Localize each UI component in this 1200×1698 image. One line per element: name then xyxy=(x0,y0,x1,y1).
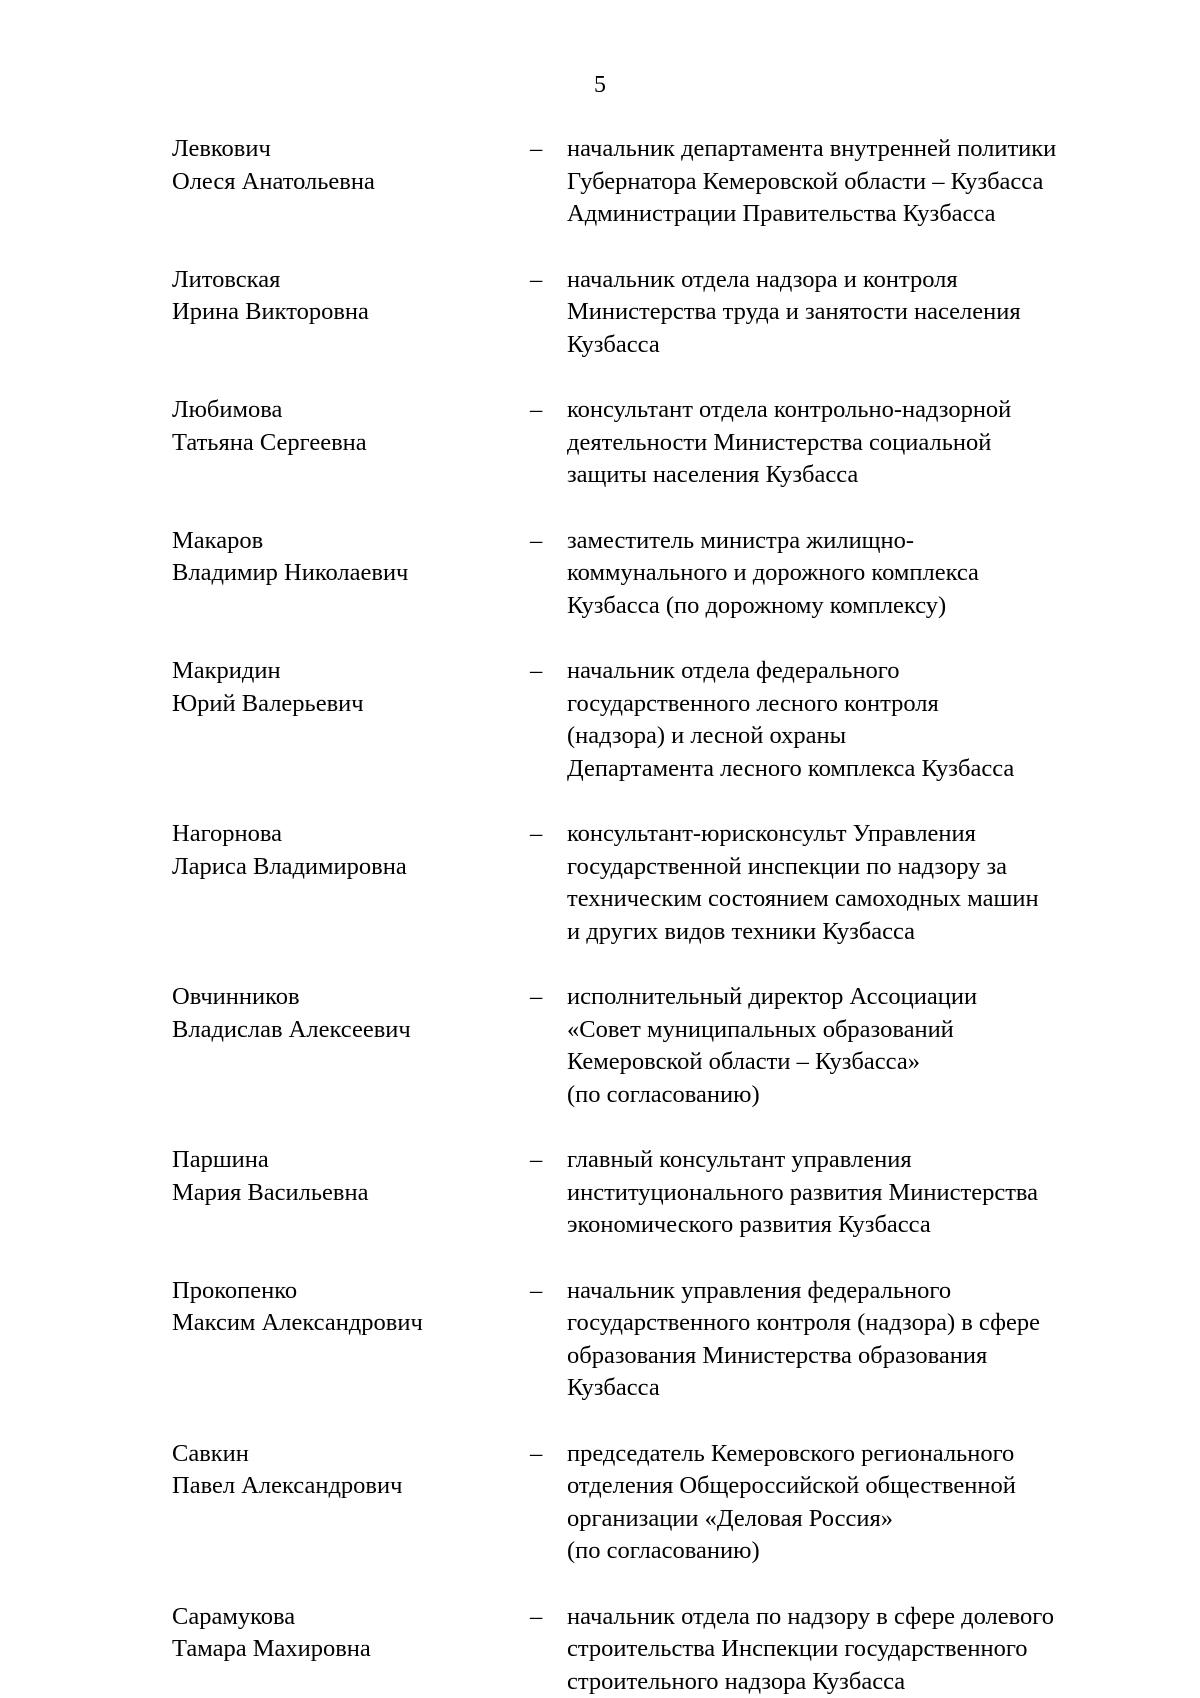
member-name xyxy=(172,1144,502,1209)
member-given-name: Юрий Валерьевич xyxy=(172,688,502,721)
position-line: Кузбасса xyxy=(567,329,1137,362)
separator-dash: – xyxy=(530,1438,542,1471)
position-line: коммунального и дорожного комплекса xyxy=(567,557,1137,590)
member-name xyxy=(172,264,502,329)
member-position xyxy=(567,818,1137,948)
list-item xyxy=(0,1601,1200,1698)
position-line: (по согласованию) xyxy=(567,1535,1137,1568)
member-surname: Макридин xyxy=(172,655,502,688)
member-surname: Овчинников xyxy=(172,981,502,1014)
separator-dash: – xyxy=(530,525,542,558)
member-name xyxy=(172,394,502,459)
member-name xyxy=(172,525,502,590)
position-line: Губернатора Кемеровской области – Кузбасса xyxy=(567,166,1137,199)
member-surname: Савкин xyxy=(172,1438,502,1471)
position-line: председатель Кемеровского регионального xyxy=(567,1438,1137,1471)
member-given-name: Лариса Владимировна xyxy=(172,851,502,884)
separator-dash: – xyxy=(530,264,542,297)
member-position xyxy=(567,1144,1137,1242)
position-line: (по согласованию) xyxy=(567,1079,1137,1112)
member-given-name: Олеся Анатольевна xyxy=(172,166,502,199)
member-position xyxy=(567,264,1137,362)
member-surname: Макаров xyxy=(172,525,502,558)
position-line: начальник отдела федерального xyxy=(567,655,1137,688)
position-line: начальник отдела по надзору в сфере долевого xyxy=(567,1601,1137,1634)
member-surname: Любимова xyxy=(172,394,502,427)
position-line: главный консультант управления xyxy=(567,1144,1137,1177)
position-line: строительного надзора Кузбасса xyxy=(567,1666,1137,1698)
position-line: Кемеровской области – Кузбасса» xyxy=(567,1046,1137,1079)
position-line: образования Министерства образования xyxy=(567,1340,1137,1373)
position-line: техническим состоянием самоходных машин xyxy=(567,883,1137,916)
position-line: деятельности Министерства социальной xyxy=(567,427,1137,460)
separator-dash: – xyxy=(530,1144,542,1177)
member-position xyxy=(567,525,1137,623)
member-surname: Нагорнова xyxy=(172,818,502,851)
separator-dash: – xyxy=(530,1275,542,1308)
position-line: и других видов техники Кузбасса xyxy=(567,916,1137,949)
member-name xyxy=(172,133,502,198)
separator-dash: – xyxy=(530,818,542,851)
list-item xyxy=(0,818,1200,948)
member-position xyxy=(567,394,1137,492)
member-name xyxy=(172,818,502,883)
position-line: начальник отдела надзора и контроля xyxy=(567,264,1137,297)
member-surname: Левкович xyxy=(172,133,502,166)
member-position xyxy=(567,981,1137,1111)
list-item xyxy=(0,655,1200,785)
position-line: заместитель министра жилищно- xyxy=(567,525,1137,558)
member-surname: Прокопенко xyxy=(172,1275,502,1308)
position-line: государственного контроля (надзора) в сфере xyxy=(567,1307,1137,1340)
member-given-name: Татьяна Сергеевна xyxy=(172,427,502,460)
position-line: (надзора) и лесной охраны xyxy=(567,720,1137,753)
separator-dash: – xyxy=(530,1601,542,1634)
position-line: экономического развития Кузбасса xyxy=(567,1209,1137,1242)
page-number: 5 xyxy=(0,70,1200,100)
member-name xyxy=(172,1438,502,1503)
position-line: Кузбасса xyxy=(567,1372,1137,1405)
member-given-name: Тамара Махировна xyxy=(172,1633,502,1666)
member-position xyxy=(567,655,1137,785)
member-surname: Паршина xyxy=(172,1144,502,1177)
separator-dash: – xyxy=(530,133,542,166)
position-line: консультант отдела контрольно-надзорной xyxy=(567,394,1137,427)
position-line: исполнительный директор Ассоциации xyxy=(567,981,1137,1014)
member-given-name: Максим Александрович xyxy=(172,1307,502,1340)
list-item xyxy=(0,981,1200,1111)
member-given-name: Павел Александрович xyxy=(172,1470,502,1503)
list-item xyxy=(0,1275,1200,1405)
position-line: Кузбасса (по дорожному комплексу) xyxy=(567,590,1137,623)
member-position xyxy=(567,1275,1137,1405)
member-name xyxy=(172,1275,502,1340)
separator-dash: – xyxy=(530,981,542,1014)
member-position xyxy=(567,1438,1137,1568)
position-line: государственной инспекции по надзору за xyxy=(567,851,1137,884)
position-line: Министерства труда и занятости населения xyxy=(567,296,1137,329)
member-surname: Литовская xyxy=(172,264,502,297)
position-line: государственного лесного контроля xyxy=(567,688,1137,721)
separator-dash: – xyxy=(530,394,542,427)
list-item xyxy=(0,133,1200,231)
member-position xyxy=(567,1601,1137,1698)
list-item xyxy=(0,525,1200,623)
member-name xyxy=(172,1601,502,1666)
position-line: отделения Общероссийской общественной xyxy=(567,1470,1137,1503)
member-list xyxy=(0,133,1200,1698)
position-line: начальник департамента внутренней политики xyxy=(567,133,1137,166)
separator-dash: – xyxy=(530,655,542,688)
position-line: институционального развития Министерства xyxy=(567,1177,1137,1210)
list-item xyxy=(0,1144,1200,1242)
member-position xyxy=(567,133,1137,231)
position-line: начальник управления федерального xyxy=(567,1275,1137,1308)
position-line: Департамента лесного комплекса Кузбасса xyxy=(567,753,1137,786)
position-line: Администрации Правительства Кузбасса xyxy=(567,198,1137,231)
position-line: организации «Деловая Россия» xyxy=(567,1503,1137,1536)
member-name xyxy=(172,981,502,1046)
list-item xyxy=(0,1438,1200,1568)
member-given-name: Мария Васильевна xyxy=(172,1177,502,1210)
member-surname: Сарамукова xyxy=(172,1601,502,1634)
position-line: строительства Инспекции государственного xyxy=(567,1633,1137,1666)
member-given-name: Владимир Николаевич xyxy=(172,557,502,590)
list-item xyxy=(0,264,1200,362)
member-given-name: Владислав Алексеевич xyxy=(172,1014,502,1047)
member-given-name: Ирина Викторовна xyxy=(172,296,502,329)
list-item xyxy=(0,394,1200,492)
position-line: защиты населения Кузбасса xyxy=(567,459,1137,492)
position-line: консультант-юрисконсульт Управления xyxy=(567,818,1137,851)
position-line: «Совет муниципальных образований xyxy=(567,1014,1137,1047)
member-name xyxy=(172,655,502,720)
